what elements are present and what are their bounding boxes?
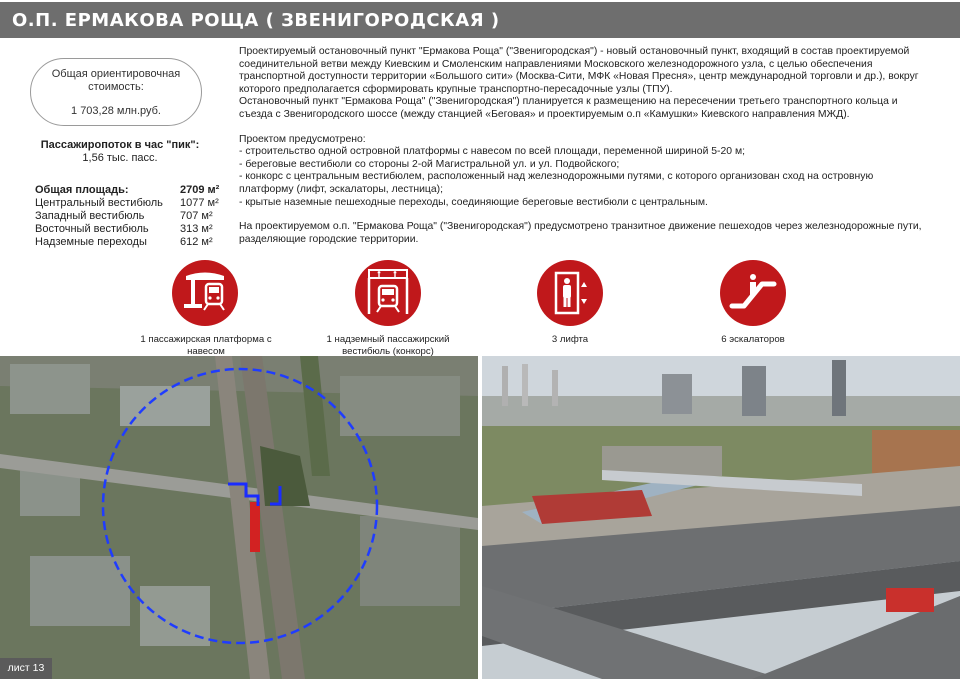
aerial-photo-image — [482, 356, 960, 679]
area-table — [35, 184, 225, 249]
satellite-map-image — [0, 356, 478, 679]
feature-label-platform: 1 пассажирская платформа с навесом — [140, 334, 272, 357]
feature-label-elevators: 3 лифта — [551, 334, 589, 345]
cost-box — [30, 58, 202, 126]
area-value: 612 м² — [180, 236, 213, 248]
cost-label: Общая ориентировочная стоимость: — [51, 68, 181, 93]
project-description — [239, 46, 929, 246]
passenger-flow — [20, 139, 220, 165]
area-row — [35, 210, 225, 223]
description-provides-title: Проектом предусмотрено: — [239, 133, 366, 145]
sheet-number: лист 13 — [0, 658, 52, 679]
feature-label-escalators: 6 эскалаторов — [721, 334, 785, 345]
area-name: Восточный вестибюль — [35, 223, 149, 235]
description-provides-item: - крытые наземные пешеходные переходы, соединяющие береговые вестибюли с центральным. — [239, 196, 708, 208]
area-value: 1077 м² — [180, 197, 219, 209]
feature-label-concourse: 1 надземный пассажирский вестибюль (конкорс) — [326, 334, 450, 357]
description-location: Остановочный пункт "Ермакова Роща" ("Звенигородская") планируется к размещению на пересечении третьего транспортного кольца и съезда с Звенигородского шоссе (между станцией «Беговая» и проектируемым о.п «Камушки» Киевского направления МЖД). — [239, 96, 898, 120]
area-row — [35, 236, 225, 249]
area-name: Центральный вестибюль — [35, 197, 163, 209]
area-value: 707 м² — [180, 210, 213, 222]
area-name: Надземные переходы — [35, 236, 147, 248]
area-name: Общая площадь: — [35, 184, 129, 196]
area-row — [35, 223, 225, 236]
description-intro: Проектируемый остановочный пункт "Ермакова Роща" ("Звенигородская") - новый остановочный пункт, входящий в состав проектируемой соединительной ветви между Киевским и Смоленским направлениями Московского железнодорожного узла, с целью обеспечения транспортной доступности территории «Большого сити» (Москва-Сити, МФК «Новая Пресня», центр международной торговли и др.), вокруг которого предполагается сформировать крупные транспортно-пересадочные узлы (ТПУ). — [239, 46, 919, 95]
description-transit: На проектируемом о.п. "Ермакова Роща" ("Звенигородская") предусмотрено транзитное движение пешеходов через железнодорожные пути, разделяющие городские территории. — [239, 221, 922, 245]
passenger-flow-value: 1,56 тыс. пасс. — [82, 152, 158, 164]
passenger-flow-label: Пассажиропоток в час "пик": — [40, 139, 200, 151]
area-row-total — [35, 184, 225, 197]
area-name: Западный вестибюль — [35, 210, 145, 222]
area-value: 2709 м² — [180, 184, 220, 196]
description-provides-item: - строительство одной островной платформы с навесом по всей площади, переменной шириной 5-20 м; — [239, 146, 745, 158]
area-row — [35, 197, 225, 210]
description-provides-item: - конкорс с центральным вестибюлем, расположенный над железнодорожными путями, с которого организован сход на островную платформу (лифт, эскалаторы, лестница); — [239, 171, 874, 195]
elevator-icon — [537, 260, 603, 326]
page-title: О.П. ЕРМАКОВА РОЩА ( ЗВЕНИГОРОДСКАЯ ) — [12, 10, 500, 31]
cost-value: 1 703,28 млн.руб. — [71, 105, 161, 117]
overground-concourse-icon — [355, 260, 421, 326]
escalator-icon — [720, 260, 786, 326]
area-value: 313 м² — [180, 223, 213, 235]
description-provides-item: - береговые вестибюли со стороны 2-ой Магистральной ул. и ул. Подвойского; — [239, 158, 620, 170]
title-bar — [0, 2, 960, 38]
platform-canopy-icon — [172, 260, 238, 326]
